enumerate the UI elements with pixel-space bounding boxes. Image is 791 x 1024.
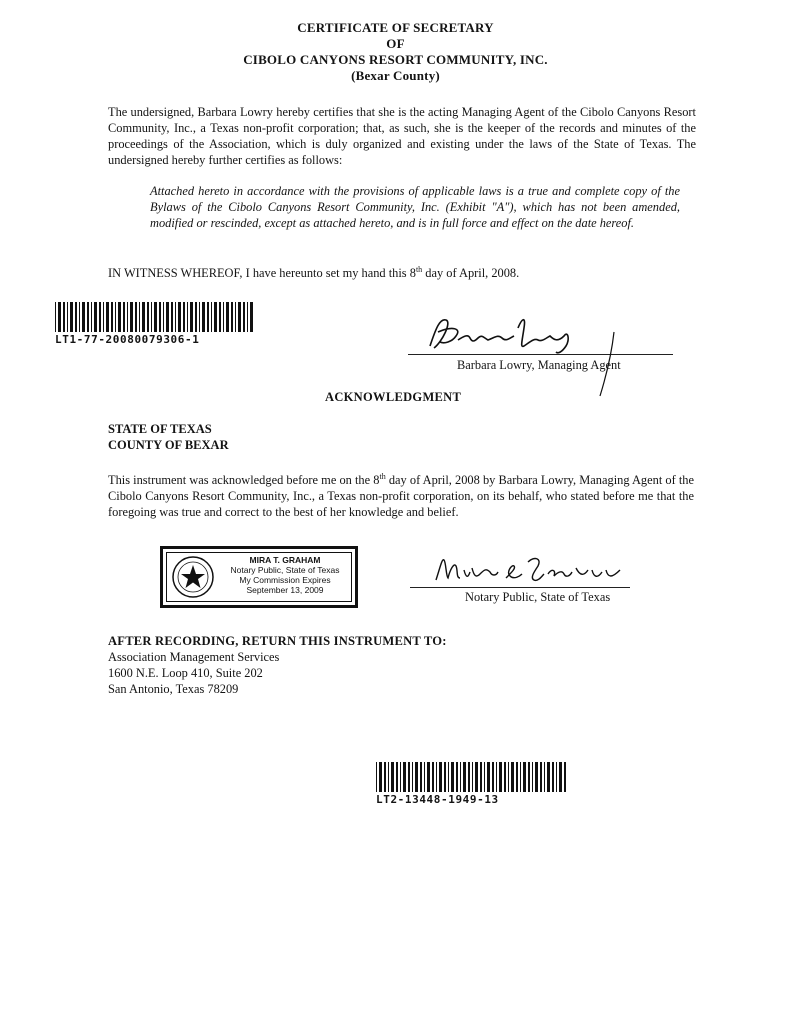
barcode-bar [379, 762, 382, 792]
barcode-bar [552, 762, 554, 792]
barcode-bar [99, 302, 101, 332]
certificate-title-of: OF [386, 36, 405, 51]
barcode-bar [79, 302, 80, 332]
barcode-bar [487, 762, 490, 792]
barcode-bar [166, 302, 169, 332]
return-heading: AFTER RECORDING, RETURN THIS INSTRUMENT TO: [108, 634, 447, 648]
barcode-bar [55, 302, 56, 332]
barcode-bar [94, 302, 97, 332]
return-address-line1: Association Management Services [108, 650, 280, 664]
barcode-bar [396, 762, 398, 792]
witness-text-after: day of April, 2008. [422, 266, 520, 280]
barcode-bar [528, 762, 530, 792]
barcode-bar [403, 762, 406, 792]
barcode-bar [564, 762, 566, 792]
venue-state: STATE OF TEXAS [108, 422, 212, 436]
barcode-bar [540, 762, 542, 792]
barcode-bar [444, 762, 446, 792]
barcode-bar [499, 762, 502, 792]
barcode-bar [472, 762, 473, 792]
return-address-line2: 1600 N.E. Loop 410, Suite 202 [108, 666, 263, 680]
barcode-bar [475, 762, 478, 792]
barcode-bar [171, 302, 173, 332]
barcode-bar [63, 302, 65, 332]
barcode-bar [520, 762, 521, 792]
stamp-notary-title: Notary Public, State of Texas [230, 565, 340, 575]
barcode-bar [195, 302, 197, 332]
barcode-bar [460, 762, 461, 792]
barcode-bar [142, 302, 145, 332]
barcode-bar [243, 302, 245, 332]
barcode-bar [231, 302, 233, 332]
barcode-bar [556, 762, 557, 792]
barcode-bar [400, 762, 401, 792]
stamp-commission-date: September 13, 2009 [246, 585, 324, 595]
barcode-bar [199, 302, 200, 332]
barcode-bar [238, 302, 241, 332]
barcode-bar [211, 302, 212, 332]
barcode-bar [219, 302, 221, 332]
barcode-bar [511, 762, 514, 792]
barcode-bar [408, 762, 410, 792]
barcode-bar [484, 762, 485, 792]
barcode-bar [516, 762, 518, 792]
intro-paragraph: The undersigned, Barbara Lowry hereby certifies that she is the acting Managing Agent of the Cibolo Canyons Resort Community, Inc., a Texas non-profit corporation; that, as such, she is the keeper of the records and minutes of the proceedings of the Association, which is duly organized and existing under the laws of the State of Texas. The undersigned hereby further certifies as follows: [108, 105, 696, 167]
signature-stroke-mira [436, 559, 620, 581]
acknowledgment-heading: ACKNOWLEDGMENT [325, 390, 462, 404]
notary-signature-line [410, 587, 630, 588]
barcode-bar [202, 302, 205, 332]
barcode-bar [432, 762, 434, 792]
barcode-bar [448, 762, 449, 792]
notary-caption: Notary Public, State of Texas [465, 590, 611, 604]
barcode-bar [451, 762, 454, 792]
signature-mira-graham [430, 548, 630, 588]
ack-text-before: This instrument was acknowledged before me on the 8 [108, 473, 380, 487]
barcode-bar [183, 302, 185, 332]
barcode-bar [70, 302, 73, 332]
barcode-bar [436, 762, 437, 792]
barcode-bar [412, 762, 413, 792]
barcode-bar [111, 302, 113, 332]
certificate-title: CERTIFICATE OF SECRETARY [297, 20, 494, 35]
county-subtitle: (Bexar County) [351, 68, 440, 83]
venue-county: COUNTY OF BEXAR [108, 438, 229, 452]
return-address-line3: San Antonio, Texas 78209 [108, 682, 239, 696]
barcode-bar [427, 762, 430, 792]
barcode-bar [532, 762, 533, 792]
barcode-bar [463, 762, 466, 792]
barcode-bar [544, 762, 545, 792]
barcode-bar [207, 302, 209, 332]
barcode-top-text: LT1-77-20080079306-1 [55, 333, 200, 346]
ack-day-suffix: th [379, 471, 386, 481]
barcode-bar [235, 302, 236, 332]
barcode-bar [214, 302, 217, 332]
barcode-bar [247, 302, 248, 332]
barcode-bar [535, 762, 538, 792]
barcode-bar [87, 302, 89, 332]
barcode-bar [439, 762, 442, 792]
barcode-bar [420, 762, 422, 792]
signer-caption: Barbara Lowry, Managing Agent [457, 358, 621, 372]
barcode-bar [468, 762, 470, 792]
signature-barbara-lowry [418, 308, 588, 358]
barcode-bar [424, 762, 425, 792]
barcode-bar [139, 302, 140, 332]
signature-stroke-barbara [430, 320, 568, 353]
barcode-bar [480, 762, 482, 792]
certification-paragraph: Attached hereto in accordance with the provisions of applicable laws is a true and complete copy of the Bylaws of the Cibolo Canyons Resort Community, Inc. (Exhibit "A"), which has not been amended, modified or rescinded, except as attached hereto, and is in full force and effect on the date hereof. [150, 184, 680, 230]
barcode-bar [187, 302, 188, 332]
barcode-bar [523, 762, 526, 792]
barcode-bar [130, 302, 133, 332]
barcode-bar [190, 302, 193, 332]
barcode-bar [82, 302, 85, 332]
notary-seal-icon [171, 555, 215, 599]
barcode-bar [154, 302, 157, 332]
barcode-bar [123, 302, 125, 332]
barcode-bar [223, 302, 224, 332]
barcode-bar [91, 302, 92, 332]
barcode-bar [384, 762, 386, 792]
barcode-bar [135, 302, 137, 332]
barcode-bar [456, 762, 458, 792]
witness-text-before: IN WITNESS WHEREOF, I have hereunto set my hand this 8 [108, 266, 416, 280]
stamp-notary-name: MIRA T. GRAHAM [249, 555, 321, 565]
barcode-bar [391, 762, 394, 792]
barcode-bar [106, 302, 109, 332]
notary-stamp [160, 546, 358, 608]
barcode-bar [159, 302, 161, 332]
barcode-top-image [55, 302, 255, 332]
barcode-bar [151, 302, 152, 332]
barcode-bar [58, 302, 61, 332]
barcode-bar [178, 302, 181, 332]
barcode-bar [388, 762, 389, 792]
witness-day-suffix: th [415, 264, 423, 274]
barcode-bar [75, 302, 77, 332]
barcode-bar [376, 762, 377, 792]
barcode-bar [492, 762, 494, 792]
witness-line [108, 265, 708, 281]
barcode-bar [547, 762, 550, 792]
barcode-bar [226, 302, 229, 332]
barcode-bar [118, 302, 121, 332]
barcode-bar [163, 302, 164, 332]
barcode-bar [147, 302, 149, 332]
barcode-bar [250, 302, 253, 332]
barcode-bar [508, 762, 509, 792]
ack-text-after: day of April, 2008 by Barbara Lowry, Managing Agent of the Cibolo Canyons Resort Community, Inc., a Texas non-profit corporation, on its behalf, who stated before me that the foregoing was true and correct to the best of her knowledge and belief. [108, 473, 694, 519]
stamp-commission-label: My Commission Expires [239, 575, 331, 585]
barcode-bar [115, 302, 116, 332]
corporation-name: CIBOLO CANYONS RESORT COMMUNITY, INC. [243, 52, 548, 67]
barcode-bar [415, 762, 418, 792]
signer-signature-line [408, 354, 673, 355]
barcode-bar [103, 302, 104, 332]
acknowledgment-paragraph [108, 472, 694, 520]
barcode-bottom-text: LT2-13448-1949-13 [376, 793, 499, 806]
barcode-bar [127, 302, 128, 332]
barcode-bar [496, 762, 497, 792]
barcode-bar [559, 762, 562, 792]
barcode-bar [175, 302, 176, 332]
barcode-bar [504, 762, 506, 792]
barcode-bar [67, 302, 68, 332]
barcode-bottom-image [376, 762, 572, 792]
